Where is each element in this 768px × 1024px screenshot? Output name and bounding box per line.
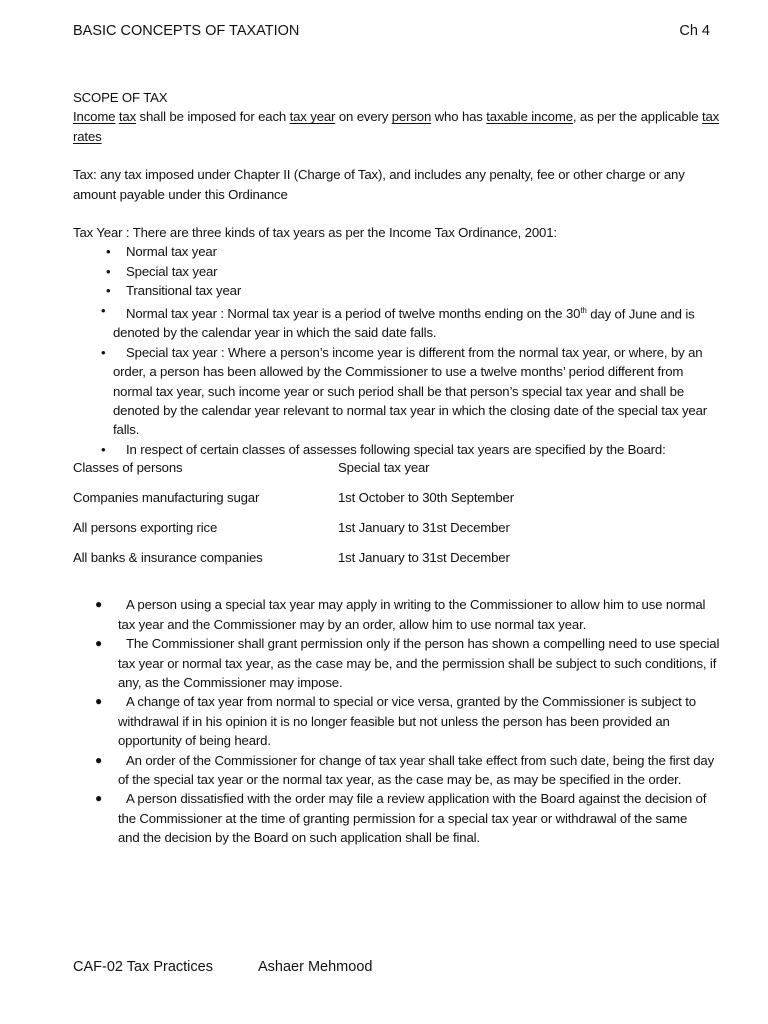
- table-row: [73, 518, 733, 548]
- bullet-icon: ●: [95, 752, 103, 767]
- list-item: ● A change of tax year from normal to special or vice versa, granted by the Commissioner is subject to withdrawal if in his opinion it is no longer feasible but not unless the person has been provided an opportunity of being heard.: [95, 694, 696, 749]
- table-cell: 1st October to 30th September: [338, 490, 514, 506]
- term-income: Income: [73, 109, 116, 125]
- term-tax-rates-a: tax: [701, 109, 720, 125]
- footer-author: Ashaer Mehmood: [258, 959, 373, 975]
- bullet-icon: •: [101, 344, 106, 360]
- tax-year-rules-list: [73, 595, 733, 847]
- special-tax-year-bullet: • Special tax year : Where a person’s income year is different from the normal tax year, or where, by an order, a person has been allowed by the Commissioner to use a twelve months’ period different from normal tax year, such income year or such period shall be that person’s special tax year and shall be denoted by the calendar year relevant to normal tax year in which the closing date of the special tax year falls.: [101, 344, 708, 438]
- bullet-icon: ●: [95, 694, 103, 709]
- certain-classes-bullet: • In respect of certain classes of assesses following special tax years are specified by the Board:: [73, 440, 733, 459]
- document-body: [73, 88, 733, 848]
- bullet-icon: •: [101, 302, 106, 318]
- normal-tax-year-bullet: • Normal tax year : Normal tax year is a period of twelve months ending on the 30th day of June and is denoted by the calendar year in which the said date falls.: [101, 302, 695, 341]
- scope-text-1: shall be imposed for each: [136, 109, 290, 125]
- list-item: • Transitional tax year: [73, 281, 733, 300]
- table-row: [73, 548, 733, 578]
- term-taxable-income: taxable income: [486, 109, 573, 125]
- list-item: ● A person using a special tax year may apply in writing to the Commissioner to allow him to use normal tax year and the Commissioner may by an order, allow him to use normal tax year.: [95, 597, 706, 632]
- bullet-icon: ●: [95, 791, 103, 806]
- page-header-chapter: Ch 4: [679, 23, 710, 39]
- footer-course: CAF-02 Tax Practices: [73, 959, 213, 975]
- scope-text-2: on every: [335, 109, 392, 125]
- table-cell: Companies manufacturing sugar: [73, 490, 260, 506]
- term-person: person: [391, 109, 432, 125]
- bullet-icon: •: [101, 441, 106, 457]
- list-item: ● The Commissioner shall grant permission only if the person has shown a compelling need to use special tax year or normal tax year, as the case may be, and the permission shall be subject to such conditions, if any, as the Commissioner may impose.: [95, 636, 720, 690]
- term-tax: tax: [118, 109, 137, 125]
- scope-paragraph: [73, 107, 733, 146]
- tax-year-intro: Tax Year : There are three kinds of tax years as per the Income Tax Ordinance, 2001:: [73, 225, 557, 241]
- table-cell: 1st January to 31st December: [338, 520, 510, 536]
- tax-year-kinds-list: [73, 242, 733, 300]
- scope-text-3: who has: [431, 109, 487, 125]
- table-row: [73, 488, 733, 518]
- table-cell: 1st January to 31st December: [338, 550, 510, 566]
- page-header-title: BASIC CONCEPTS OF TAXATION: [73, 23, 300, 39]
- tax-definition: Tax: any tax imposed under Chapter II (Charge of Tax), and includes any penalty, fee or other charge or any amount payable under this Ordinance: [73, 167, 685, 202]
- list-item: ● An order of the Commissioner for change of tax year shall take effect from such date, being the first day of the special tax year or the normal tax year, as the case may be, as may be specified in the order.: [95, 752, 715, 787]
- scope-text-4: , as per the applicable: [572, 109, 702, 125]
- bullet-icon: ●: [95, 636, 103, 651]
- bullet-icon: ●: [95, 597, 103, 612]
- list-item: • Special tax year: [73, 262, 733, 281]
- term-tax-year: tax year: [289, 109, 336, 125]
- table-cell: All banks & insurance companies: [73, 550, 263, 566]
- table-header-row: [73, 458, 733, 488]
- list-item: ● A person dissatisfied with the order may file a review application with the Board against the decision of the Commissioner at the time of granting permission for a special tax year or withdrawal of the same and the decision by the Board on such application shall be final.: [95, 791, 707, 846]
- special-tax-year-table: [73, 458, 733, 578]
- table-cell: All persons exporting rice: [73, 520, 218, 536]
- term-tax-rates-b: rates: [73, 128, 102, 144]
- scope-heading: SCOPE OF TAX: [73, 90, 168, 105]
- list-item: • Normal tax year: [73, 242, 733, 261]
- table-header-cell: Special tax year: [338, 460, 430, 476]
- table-header-cell: Classes of persons: [73, 460, 183, 476]
